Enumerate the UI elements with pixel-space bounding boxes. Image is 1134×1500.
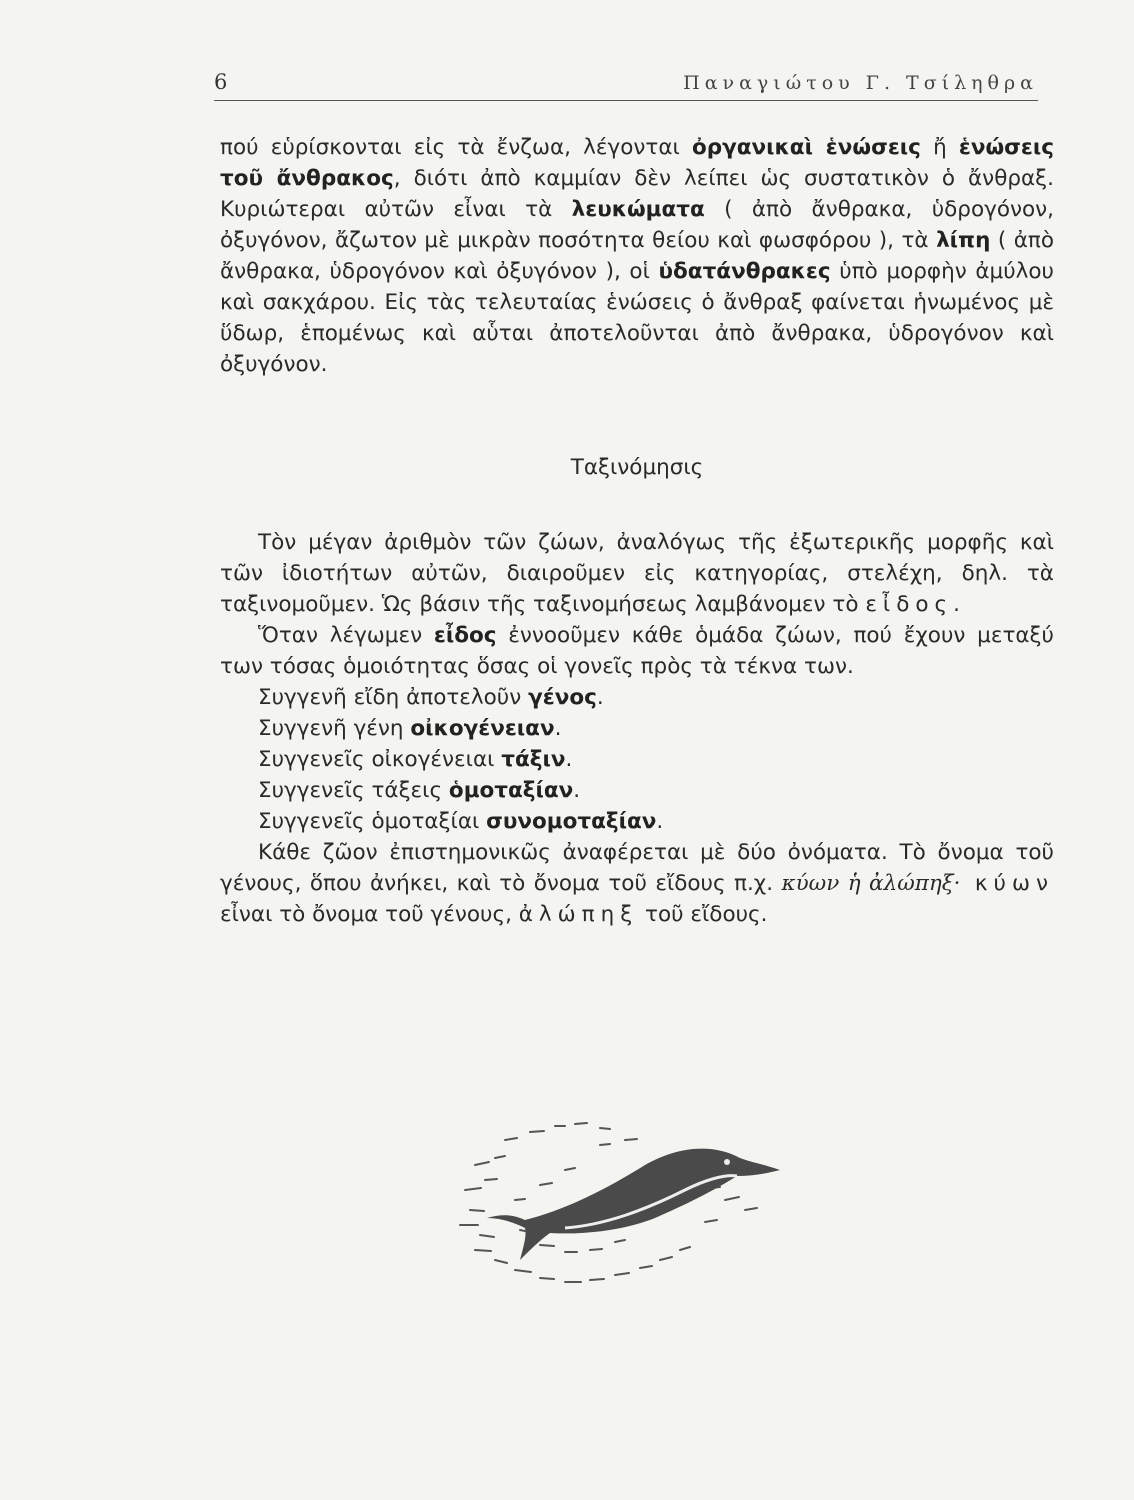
dolphin-eye (724, 1159, 730, 1165)
term-species: εἶδος (433, 623, 497, 648)
hierarchy-line: Συγγενῆ εἴδη ἀποτελοῦν γένος. (258, 685, 604, 710)
page-number: 6 (214, 70, 228, 94)
term-carbohydrates: ὑδατάνθρακες (658, 259, 831, 284)
classification-section (220, 527, 1054, 930)
paragraph-species-definition: Ὅταν λέγωμεν εἶδος ἐννοοῦμεν κάθε ὁμάδα ζώων, πού ἔχουν μεταξύ των τόσας ὁμοιότητας ὅσας οἱ γονεῖς πρὸς τὰ τέκνα των. (220, 623, 1054, 679)
paragraph-binomial-names: Κάθε ζῶον ἐπιστημονικῶς ἀναφέρεται μὲ δύο ὀνόματα. Τὸ ὄνομα τοῦ γένους, ὅπου ἀνήκει, καὶ τὸ ὄνομα τοῦ εἴδους π.χ. κύων ἡ ἀλώπηξ· κύων εἶναι τὸ ὄνομα τοῦ γένους, ἀλώπηξ τοῦ εἴδους. (220, 840, 1054, 927)
hierarchy-line: Συγγενῆ γένη οἰκογένειαν. (258, 716, 562, 741)
section-heading: Ταξινόμησις (570, 455, 704, 480)
term-organic-compounds: ὀργανικαὶ ἑνώσεις (691, 135, 921, 160)
running-head: Παναγιώτου Γ. Τσίληθρα (683, 72, 1038, 94)
dolphin-body (487, 1149, 780, 1260)
hierarchy-line: Συγγενεῖς ὁμοταξίαι συνομοταξίαν. (258, 809, 664, 834)
paragraph-classification: Τὸν μέγαν ἀριθμὸν τῶν ζώων, ἀναλόγως τῆς ἐξωτερικῆς μορφῆς καὶ τῶν ἰδιοτήτων αὐτῶν, διαιροῦμεν εἰς κατηγορίας, στελέχη, δηλ. τὰ ταξινομοῦμεν. Ὡς βάσιν τῆς ταξινομήσεως λαμβάνομεν τὸ εἶδος. (220, 530, 1054, 617)
example-latin-names: κύων ἡ ἀλώπηξ· (781, 871, 961, 896)
term-species-spaced: εἶδος. (865, 592, 966, 617)
dolphin-illustration (445, 1110, 805, 1300)
term-proteins: λευκώματα (571, 197, 705, 222)
term-fats: λίπη (936, 228, 991, 253)
hierarchy-line: Συγγενεῖς τάξεις ὁμοταξίαν. (258, 778, 581, 803)
page-header (214, 66, 1038, 101)
term-carbon-compounds: ἑνώσεις τοῦ ἄνθρακος (220, 135, 1054, 191)
paragraph-organic-compounds: πού εὑρίσκονται εἰς τὰ ἔνζωα, λέγονται ὀργανικαὶ ἑνώσεις ἤ ἑνώσεις τοῦ ἄνθρακος, διότι ἀπὸ καμμίαν δὲν λείπει ὡς συστατικὸν ὁ ἄνθραξ. Κυριώτεραι αὐτῶν εἶναι τὰ λευκώματα ( ἀπὸ ἄνθρακα, ὑδρογόνον, ὀξυγόνον, ἄζωτον μὲ μικρὰν ποσότητα θείου καὶ φωσφόρου ), τὰ λίπη ( ἀπὸ ἄνθρακα, ὑδρογόνον καὶ ὀξυγόνον ), οἱ ὑδατάνθρακες ὑπὸ μορφὴν ἀμύλου καὶ σακχάρου. Εἰς τὰς τελευταίας ἑνώσεις ὁ ἄνθραξ φαίνεται ἡνωμένος μὲ ὕδωρ, ἑπομένως καὶ αὗται ἀποτελοῦνται ἀπὸ ἄνθρακα, ὑδρογόνον καὶ ὀξυγόνον. (220, 135, 1054, 377)
hierarchy-line: Συγγενεῖς οἰκογένειαι τάξιν. (258, 747, 573, 772)
